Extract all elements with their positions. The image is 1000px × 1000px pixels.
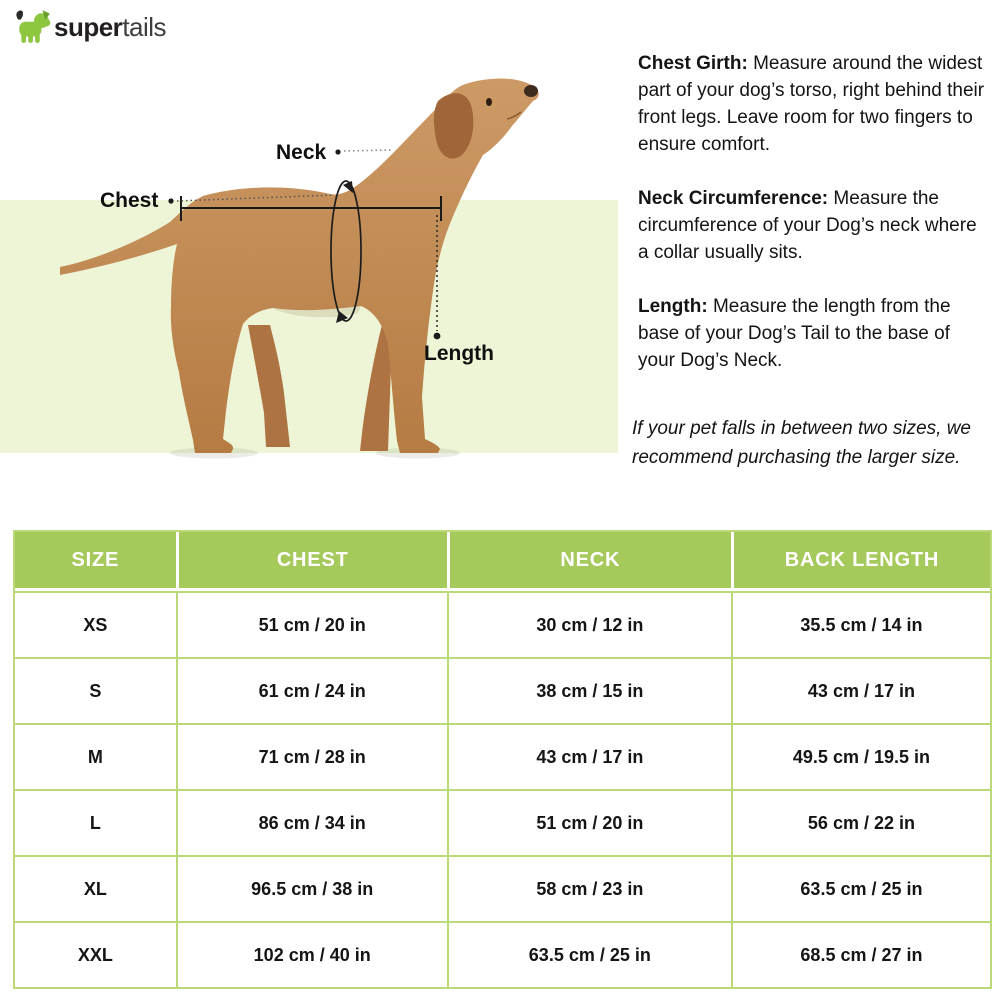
back-length-cell: 49.5 cm / 19.5 in [731, 723, 990, 789]
dog-eye [486, 98, 492, 106]
neck-circumference-instruction [638, 185, 992, 266]
table-row-xs [15, 591, 990, 657]
neck-cell: 43 cm / 17 in [447, 723, 731, 789]
chest-cell: 102 cm / 40 in [176, 921, 447, 987]
dog-nose [524, 85, 538, 97]
table-row-s [15, 657, 990, 723]
neck-callout-line [344, 150, 393, 151]
size-cell: XXL [15, 921, 176, 987]
chest-cell: 51 cm / 20 in [176, 591, 447, 657]
chest-callout-dot [168, 198, 173, 203]
back-length-cell: 35.5 cm / 14 in [731, 591, 990, 657]
neck-circumference-text: Measure the circumference of your Dog’s neck where a collar usually sits. [638, 188, 977, 263]
size-cell: M [15, 723, 176, 789]
chest-label: Chest [100, 189, 159, 212]
neck-cell: 63.5 cm / 25 in [447, 921, 731, 987]
length-label: Length [424, 342, 494, 365]
table-row-l [15, 789, 990, 855]
header-row [15, 532, 990, 591]
dog-measurement-diagram [0, 55, 620, 465]
neck-label: Neck [276, 141, 327, 164]
sizing-note: If your pet falls in between two sizes, we recommend purchasing the larger size. [632, 418, 971, 468]
back-length-cell: 63.5 cm / 25 in [731, 855, 990, 921]
table-row-xxl [15, 921, 990, 987]
length-text: Measure the length from the base of your Dog’s Tail to the base of your Dog’s Neck. [638, 296, 951, 371]
table-row-xl [15, 855, 990, 921]
back-length-cell: 56 cm / 22 in [731, 789, 990, 855]
col-header-chest: CHEST [176, 532, 447, 591]
chest-girth-instruction [638, 50, 992, 158]
size-chart-table [15, 532, 990, 987]
back-length-cell: 68.5 cm / 27 in [731, 921, 990, 987]
chest-girth-term: Chest Girth: [638, 53, 748, 74]
length-instruction [638, 293, 992, 374]
supertails-dog-icon [14, 8, 52, 46]
size-chart [13, 530, 992, 989]
table-row-m [15, 723, 990, 789]
size-cell: XL [15, 855, 176, 921]
brand-tails: tails [122, 12, 167, 42]
brand-wordmark [54, 9, 166, 45]
size-cell: S [15, 657, 176, 723]
neck-callout-dot [335, 149, 340, 154]
chest-cell: 61 cm / 24 in [176, 657, 447, 723]
chest-cell: 96.5 cm / 38 in [176, 855, 447, 921]
measurement-instructions [632, 50, 992, 472]
col-header-size: SIZE [15, 532, 176, 591]
size-cell: XS [15, 591, 176, 657]
neck-cell: 58 cm / 23 in [447, 855, 731, 921]
length-callout-dot [434, 333, 441, 340]
brand-super: super [54, 12, 123, 42]
back-length-cell: 43 cm / 17 in [731, 657, 990, 723]
chest-cell: 86 cm / 34 in [176, 789, 447, 855]
neck-cell: 51 cm / 20 in [447, 789, 731, 855]
size-cell: L [15, 789, 176, 855]
neck-cell: 38 cm / 15 in [447, 657, 731, 723]
supertails-logo [14, 8, 166, 46]
chest-cell: 71 cm / 28 in [176, 723, 447, 789]
col-header-neck: NECK [447, 532, 731, 591]
col-header-back-length: BACK LENGTH [731, 532, 990, 591]
length-term: Length: [638, 296, 708, 317]
neck-circumference-term: Neck Circumference: [638, 188, 829, 209]
chest-girth-text: Measure around the widest part of your dog’s torso, right behind their front legs. Leave room for two fingers to ensure comfort. [638, 53, 985, 155]
neck-cell: 30 cm / 12 in [447, 591, 731, 657]
